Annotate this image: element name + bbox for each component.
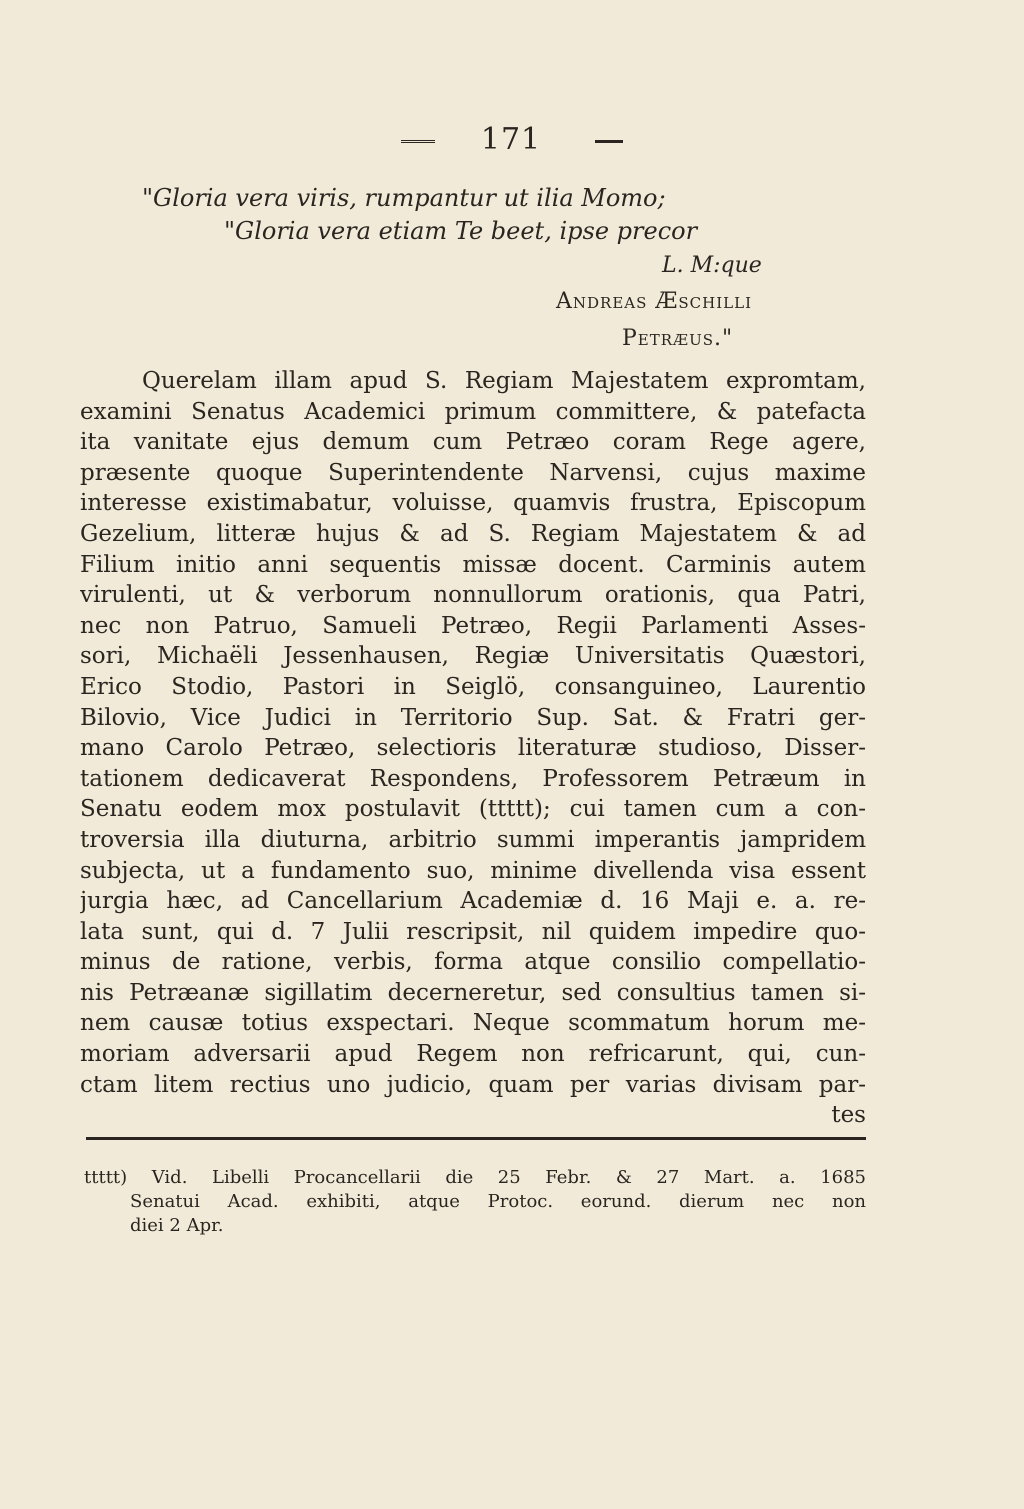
page-header xyxy=(0,122,1024,157)
body-line: examini Senatus Academici primum committere, & patefacta xyxy=(80,398,866,425)
catchword: tes xyxy=(831,1102,866,1129)
body-line: subjecta, ut a fundamento suo, minime divellenda visa essent xyxy=(80,857,866,884)
body-line: præsente quoque Superintendente Narvensi, cujus maxime xyxy=(80,459,866,486)
body-line: Erico Stodio, Pastori in Seiglö, consanguineo, Laurentio xyxy=(80,673,866,700)
footnote-line: ttttt) Vid. Libelli Procancellarii die 25 Febr. & 27 Mart. a. 1685 xyxy=(84,1167,866,1188)
body-line: nem causæ totius exspectari. Neque scommatum horum me- xyxy=(80,1010,866,1037)
body-line: Bilovio, Vice Judici in Territorio Sup. Sat. & Fratri ger- xyxy=(80,704,866,731)
body-line: troversia illa diuturna, arbitrio summi imperantis jampridem xyxy=(80,826,866,853)
body-line: virulenti, ut & verborum nonnullorum orationis, qua Patri, xyxy=(80,582,866,609)
footnote-line: Senatui Acad. exhibiti, atque Protoc. eorund. dierum nec non xyxy=(130,1191,866,1212)
body-line: nec non Patruo, Samueli Petræo, Regii Parlamenti Asses- xyxy=(80,612,866,639)
body-line: sori, Michaëli Jessenhausen, Regiæ Universitatis Quæstori, xyxy=(80,643,866,670)
body-line: tationem dedicaverat Respondens, Professorem Petræum in xyxy=(80,765,866,792)
body-line: Gezelium, litteræ hujus & ad S. Regiam Majestatem & ad xyxy=(80,520,866,547)
signature-initials: L. M:que xyxy=(662,253,762,278)
footnote-line: diei 2 Apr. xyxy=(130,1215,224,1236)
body-line: ita vanitate ejus demum cum Petræo coram Rege agere, xyxy=(80,429,866,456)
verse-line-1: "Gloria vera viris, rumpantur ut ilia Momo; xyxy=(142,184,666,212)
signature-name-1: Andreas Æschilli xyxy=(556,289,753,314)
body-line: Senatu eodem mox postulavit (ttttt); cui tamen cum a con- xyxy=(80,796,866,823)
body-line: jurgia hæc, ad Cancellarium Academiæ d. 16 Maji e. a. re- xyxy=(80,888,866,915)
body-line: Querelam illam apud S. Regiam Majestatem expromtam, xyxy=(142,368,866,394)
body-line: moriam adversarii apud Regem non refricarunt, qui, cun- xyxy=(80,1041,866,1068)
body-line: ctam litem rectius uno judicio, quam per varias divisam par- xyxy=(80,1071,866,1098)
body-line: nis Petræanæ sigillatim decerneretur, sed consultius tamen si- xyxy=(80,979,866,1006)
header-dash-left xyxy=(401,140,435,143)
body-text xyxy=(80,366,866,1131)
body-line: mano Carolo Petræo, selectioris literaturæ studioso, Disser- xyxy=(80,735,866,762)
footnote xyxy=(84,1166,866,1238)
verse-line-2: "Gloria vera etiam Te beet, ipse precor xyxy=(224,217,698,245)
signature-name-2: Petræus." xyxy=(622,326,734,351)
body-line: Filium initio anni sequentis missæ docent. Carminis autem xyxy=(80,551,866,578)
page-number: 171 xyxy=(480,122,542,157)
header-dash-right xyxy=(595,140,623,143)
footnote-rule xyxy=(86,1137,866,1140)
body-line: interesse existimabatur, voluisse, quamvis frustra, Episcopum xyxy=(80,490,866,517)
body-line: minus de ratione, verbis, forma atque consilio compellatio- xyxy=(80,949,866,976)
body-line: lata sunt, qui d. 7 Julii rescripsit, nil quidem impedire quo- xyxy=(80,918,866,945)
